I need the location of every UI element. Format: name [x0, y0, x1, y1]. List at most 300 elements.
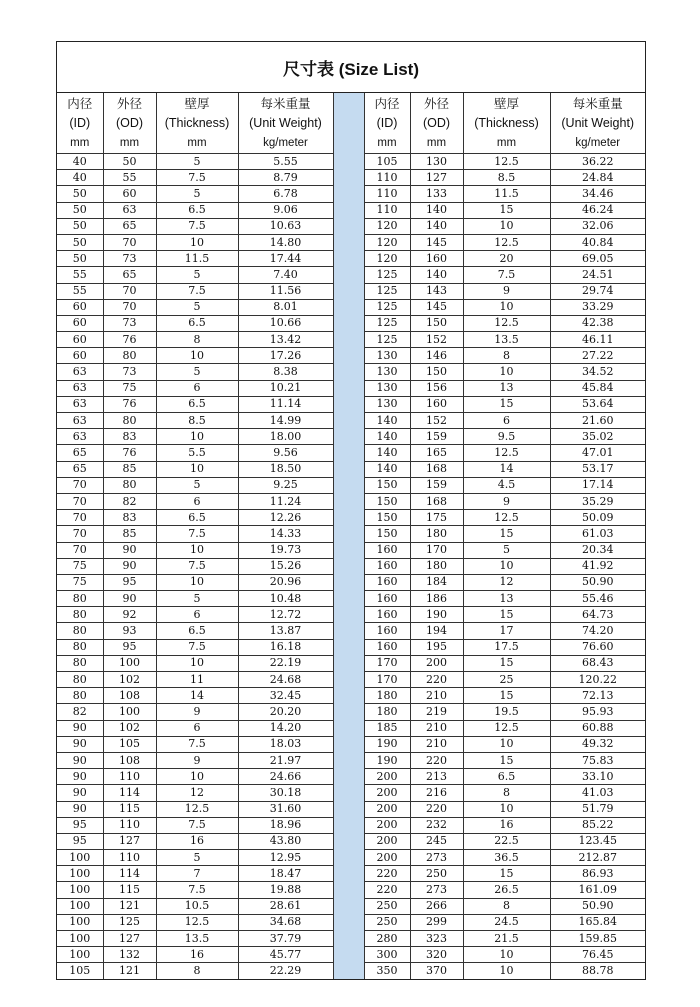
- right-header-thickness: 壁厚: [463, 93, 550, 113]
- right-cell-id: 130: [364, 380, 410, 396]
- left-cell-od: 73: [103, 364, 156, 380]
- column-separator: [333, 315, 364, 331]
- left-cell-unit-weight: 13.87: [238, 623, 333, 639]
- right-cell-id: 125: [364, 332, 410, 348]
- left-cell-od: 105: [103, 736, 156, 752]
- column-separator: [333, 574, 364, 590]
- right-cell-unit-weight: 17.14: [550, 477, 645, 493]
- right-cell-od: 216: [410, 785, 463, 801]
- column-separator: [333, 591, 364, 607]
- left-cell-od: 70: [103, 283, 156, 299]
- right-cell-id: 140: [364, 413, 410, 429]
- right-cell-thickness: 10: [463, 299, 550, 315]
- right-cell-thickness: 9: [463, 283, 550, 299]
- right-cell-od: 245: [410, 833, 463, 849]
- right-cell-unit-weight: 47.01: [550, 445, 645, 461]
- right-cell-od: 159: [410, 477, 463, 493]
- left-cell-id: 80: [57, 688, 103, 704]
- right-cell-unit-weight: 53.17: [550, 461, 645, 477]
- right-cell-id: 110: [364, 202, 410, 218]
- right-cell-od: 156: [410, 380, 463, 396]
- left-cell-id: 63: [57, 380, 103, 396]
- left-cell-od: 108: [103, 752, 156, 768]
- left-cell-id: 70: [57, 477, 103, 493]
- left-cell-od: 90: [103, 542, 156, 558]
- left-cell-od: 73: [103, 251, 156, 267]
- left-cell-thickness: 5.5: [156, 445, 238, 461]
- right-cell-od: 299: [410, 914, 463, 930]
- right-cell-od: 133: [410, 186, 463, 202]
- left-cell-id: 100: [57, 914, 103, 930]
- table-row: [57, 591, 645, 607]
- right-cell-id: 185: [364, 720, 410, 736]
- right-cell-od: 140: [410, 267, 463, 283]
- column-separator: [333, 882, 364, 898]
- right-cell-id: 200: [364, 817, 410, 833]
- right-cell-thickness: 15: [463, 202, 550, 218]
- left-cell-thickness: 6: [156, 493, 238, 509]
- column-separator: [333, 93, 364, 113]
- left-cell-id: 90: [57, 785, 103, 801]
- right-cell-od: 273: [410, 882, 463, 898]
- right-cell-thickness: 21.5: [463, 931, 550, 947]
- right-header-unit-weight: 每米重量: [550, 93, 645, 113]
- left-cell-od: 127: [103, 931, 156, 947]
- column-separator: [333, 752, 364, 768]
- right-cell-id: 160: [364, 639, 410, 655]
- right-cell-thickness: 10: [463, 736, 550, 752]
- table-row: [57, 526, 645, 542]
- left-cell-thickness: 5: [156, 186, 238, 202]
- left-cell-thickness: 7.5: [156, 218, 238, 234]
- left-cell-od: 108: [103, 688, 156, 704]
- left-header-id: (ID): [57, 113, 103, 133]
- left-cell-unit-weight: 18.96: [238, 817, 333, 833]
- right-cell-od: 219: [410, 704, 463, 720]
- right-cell-thickness: 26.5: [463, 882, 550, 898]
- right-cell-thickness: 15: [463, 396, 550, 412]
- right-cell-id: 190: [364, 752, 410, 768]
- left-cell-id: 75: [57, 574, 103, 590]
- left-cell-unit-weight: 12.26: [238, 510, 333, 526]
- table-row: [57, 202, 645, 218]
- size-table: [57, 93, 645, 979]
- right-cell-od: 140: [410, 218, 463, 234]
- table-row: [57, 963, 645, 979]
- left-header-unit-weight: (Unit Weight): [238, 113, 333, 133]
- table-row: [57, 882, 645, 898]
- left-cell-thickness: 7.5: [156, 736, 238, 752]
- left-cell-id: 100: [57, 866, 103, 882]
- right-cell-od: 220: [410, 672, 463, 688]
- right-cell-od: 127: [410, 170, 463, 186]
- right-header-od: (OD): [410, 113, 463, 133]
- left-cell-unit-weight: 19.73: [238, 542, 333, 558]
- left-cell-unit-weight: 13.42: [238, 332, 333, 348]
- right-cell-thickness: 25: [463, 672, 550, 688]
- right-cell-unit-weight: 53.64: [550, 396, 645, 412]
- left-cell-thickness: 9: [156, 752, 238, 768]
- right-cell-unit-weight: 95.93: [550, 704, 645, 720]
- right-cell-thickness: 8: [463, 898, 550, 914]
- left-cell-id: 50: [57, 202, 103, 218]
- left-cell-unit-weight: 11.56: [238, 283, 333, 299]
- left-cell-thickness: 6.5: [156, 396, 238, 412]
- left-cell-thickness: 10.5: [156, 898, 238, 914]
- right-cell-id: 105: [364, 154, 410, 170]
- left-cell-id: 55: [57, 283, 103, 299]
- right-cell-od: 194: [410, 623, 463, 639]
- right-header-od: mm: [410, 133, 463, 154]
- right-cell-thickness: 15: [463, 607, 550, 623]
- table-row: [57, 429, 645, 445]
- right-cell-od: 320: [410, 947, 463, 963]
- left-header-od: (OD): [103, 113, 156, 133]
- table-row: [57, 914, 645, 930]
- table-body: [57, 154, 645, 979]
- left-cell-od: 85: [103, 526, 156, 542]
- left-header-thickness: 壁厚: [156, 93, 238, 113]
- right-header-thickness: (Thickness): [463, 113, 550, 133]
- left-cell-thickness: 6: [156, 607, 238, 623]
- left-cell-thickness: 7: [156, 866, 238, 882]
- table-row: [57, 332, 645, 348]
- left-cell-id: 95: [57, 833, 103, 849]
- table-row: [57, 769, 645, 785]
- right-cell-unit-weight: 45.84: [550, 380, 645, 396]
- left-cell-unit-weight: 24.68: [238, 672, 333, 688]
- left-cell-thickness: 5: [156, 477, 238, 493]
- right-cell-unit-weight: 123.45: [550, 833, 645, 849]
- right-cell-thickness: 36.5: [463, 850, 550, 866]
- column-separator: [333, 234, 364, 250]
- title-text: 尺寸表 (Size List): [282, 59, 419, 79]
- right-cell-id: 120: [364, 218, 410, 234]
- left-cell-thickness: 7.5: [156, 639, 238, 655]
- right-cell-thickness: 6.5: [463, 769, 550, 785]
- right-header-unit-weight: (Unit Weight): [550, 113, 645, 133]
- right-cell-thickness: 15: [463, 655, 550, 671]
- column-separator: [333, 186, 364, 202]
- table-row: [57, 364, 645, 380]
- left-cell-id: 90: [57, 769, 103, 785]
- right-cell-unit-weight: 76.45: [550, 947, 645, 963]
- table-row: [57, 461, 645, 477]
- right-cell-od: 186: [410, 591, 463, 607]
- left-cell-thickness: 6.5: [156, 202, 238, 218]
- left-cell-unit-weight: 20.20: [238, 704, 333, 720]
- right-cell-thickness: 12: [463, 574, 550, 590]
- left-cell-unit-weight: 32.45: [238, 688, 333, 704]
- table-row: [57, 493, 645, 509]
- column-separator: [333, 769, 364, 785]
- right-cell-id: 120: [364, 251, 410, 267]
- left-cell-id: 100: [57, 882, 103, 898]
- left-cell-unit-weight: 45.77: [238, 947, 333, 963]
- left-cell-od: 76: [103, 332, 156, 348]
- right-cell-id: 125: [364, 299, 410, 315]
- left-cell-od: 90: [103, 558, 156, 574]
- table-row: [57, 283, 645, 299]
- right-cell-od: 159: [410, 429, 463, 445]
- right-cell-unit-weight: 34.52: [550, 364, 645, 380]
- left-cell-thickness: 16: [156, 833, 238, 849]
- right-cell-od: 130: [410, 154, 463, 170]
- column-separator: [333, 785, 364, 801]
- left-cell-thickness: 5: [156, 299, 238, 315]
- left-cell-od: 80: [103, 413, 156, 429]
- right-cell-od: 195: [410, 639, 463, 655]
- column-separator: [333, 299, 364, 315]
- right-cell-od: 145: [410, 234, 463, 250]
- column-separator: [333, 623, 364, 639]
- right-cell-thickness: 10: [463, 947, 550, 963]
- right-cell-unit-weight: 20.34: [550, 542, 645, 558]
- column-separator: [333, 493, 364, 509]
- left-cell-od: 114: [103, 866, 156, 882]
- right-cell-thickness: 15: [463, 688, 550, 704]
- left-cell-thickness: 10: [156, 542, 238, 558]
- left-cell-id: 90: [57, 752, 103, 768]
- right-cell-unit-weight: 61.03: [550, 526, 645, 542]
- right-cell-unit-weight: 55.46: [550, 591, 645, 607]
- right-cell-od: 370: [410, 963, 463, 979]
- left-cell-unit-weight: 34.68: [238, 914, 333, 930]
- left-cell-id: 90: [57, 801, 103, 817]
- right-cell-id: 200: [364, 785, 410, 801]
- right-cell-unit-weight: 165.84: [550, 914, 645, 930]
- right-cell-thickness: 6: [463, 413, 550, 429]
- left-cell-od: 102: [103, 720, 156, 736]
- left-cell-id: 80: [57, 623, 103, 639]
- column-separator: [333, 558, 364, 574]
- left-cell-thickness: 16: [156, 947, 238, 963]
- column-separator: [333, 477, 364, 493]
- left-cell-od: 110: [103, 769, 156, 785]
- column-separator: [333, 542, 364, 558]
- column-separator: [333, 380, 364, 396]
- left-cell-unit-weight: 14.99: [238, 413, 333, 429]
- table-row: [57, 315, 645, 331]
- table-row: [57, 396, 645, 412]
- left-cell-unit-weight: 17.44: [238, 251, 333, 267]
- column-separator: [333, 704, 364, 720]
- right-cell-id: 125: [364, 283, 410, 299]
- right-cell-id: 160: [364, 574, 410, 590]
- right-cell-thickness: 17.5: [463, 639, 550, 655]
- right-cell-od: 323: [410, 931, 463, 947]
- left-cell-unit-weight: 15.26: [238, 558, 333, 574]
- column-separator: [333, 736, 364, 752]
- left-cell-thickness: 9: [156, 704, 238, 720]
- right-header-od: 外径: [410, 93, 463, 113]
- left-header-od: 外径: [103, 93, 156, 113]
- left-cell-id: 50: [57, 251, 103, 267]
- table-row: [57, 510, 645, 526]
- table-row: [57, 186, 645, 202]
- table-row: [57, 251, 645, 267]
- right-cell-id: 130: [364, 364, 410, 380]
- right-cell-thickness: 11.5: [463, 186, 550, 202]
- left-cell-id: 90: [57, 720, 103, 736]
- column-separator: [333, 429, 364, 445]
- left-cell-od: 65: [103, 267, 156, 283]
- size-list-sheet: [56, 41, 646, 980]
- right-cell-thickness: 24.5: [463, 914, 550, 930]
- column-separator: [333, 283, 364, 299]
- column-separator: [333, 607, 364, 623]
- right-cell-id: 160: [364, 558, 410, 574]
- left-cell-od: 95: [103, 574, 156, 590]
- left-cell-id: 80: [57, 591, 103, 607]
- right-cell-unit-weight: 27.22: [550, 348, 645, 364]
- right-cell-thickness: 8: [463, 348, 550, 364]
- column-separator: [333, 720, 364, 736]
- right-cell-unit-weight: 50.90: [550, 574, 645, 590]
- right-cell-unit-weight: 69.05: [550, 251, 645, 267]
- right-cell-thickness: 15: [463, 866, 550, 882]
- right-cell-id: 110: [364, 186, 410, 202]
- left-cell-id: 70: [57, 542, 103, 558]
- right-cell-id: 170: [364, 655, 410, 671]
- table-row: [57, 720, 645, 736]
- table-row: [57, 607, 645, 623]
- left-cell-thickness: 10: [156, 769, 238, 785]
- right-cell-thickness: 5: [463, 542, 550, 558]
- column-separator: [333, 202, 364, 218]
- table-row: [57, 801, 645, 817]
- right-cell-od: 143: [410, 283, 463, 299]
- right-cell-unit-weight: 51.79: [550, 801, 645, 817]
- right-cell-unit-weight: 41.03: [550, 785, 645, 801]
- left-cell-id: 55: [57, 267, 103, 283]
- left-cell-od: 90: [103, 591, 156, 607]
- left-cell-thickness: 6.5: [156, 315, 238, 331]
- left-cell-thickness: 12.5: [156, 914, 238, 930]
- left-cell-thickness: 5: [156, 591, 238, 607]
- right-cell-unit-weight: 41.92: [550, 558, 645, 574]
- left-cell-id: 70: [57, 493, 103, 509]
- left-cell-id: 90: [57, 736, 103, 752]
- right-cell-thickness: 12.5: [463, 234, 550, 250]
- right-cell-id: 150: [364, 526, 410, 542]
- right-cell-od: 210: [410, 720, 463, 736]
- table-row: [57, 380, 645, 396]
- left-cell-unit-weight: 7.40: [238, 267, 333, 283]
- right-cell-unit-weight: 72.13: [550, 688, 645, 704]
- left-cell-thickness: 6: [156, 380, 238, 396]
- right-cell-thickness: 12.5: [463, 720, 550, 736]
- left-cell-od: 132: [103, 947, 156, 963]
- right-cell-unit-weight: 60.88: [550, 720, 645, 736]
- right-cell-id: 170: [364, 672, 410, 688]
- table-row: [57, 267, 645, 283]
- right-cell-unit-weight: 76.60: [550, 639, 645, 655]
- left-cell-unit-weight: 11.14: [238, 396, 333, 412]
- left-cell-unit-weight: 9.25: [238, 477, 333, 493]
- column-separator: [333, 461, 364, 477]
- right-cell-unit-weight: 32.06: [550, 218, 645, 234]
- left-cell-unit-weight: 18.50: [238, 461, 333, 477]
- right-cell-od: 210: [410, 688, 463, 704]
- right-cell-unit-weight: 46.11: [550, 332, 645, 348]
- left-cell-unit-weight: 24.66: [238, 769, 333, 785]
- left-cell-od: 80: [103, 477, 156, 493]
- right-cell-id: 350: [364, 963, 410, 979]
- left-cell-od: 102: [103, 672, 156, 688]
- left-cell-unit-weight: 14.33: [238, 526, 333, 542]
- table-row: [57, 299, 645, 315]
- header-row: [57, 93, 645, 113]
- left-cell-id: 100: [57, 850, 103, 866]
- right-cell-od: 160: [410, 251, 463, 267]
- left-cell-od: 82: [103, 493, 156, 509]
- right-cell-thickness: 13.5: [463, 332, 550, 348]
- right-cell-unit-weight: 42.38: [550, 315, 645, 331]
- left-cell-id: 80: [57, 607, 103, 623]
- right-cell-od: 165: [410, 445, 463, 461]
- right-cell-unit-weight: 40.84: [550, 234, 645, 250]
- left-cell-od: 83: [103, 429, 156, 445]
- right-cell-thickness: 8: [463, 785, 550, 801]
- right-cell-thickness: 10: [463, 963, 550, 979]
- left-header-id: mm: [57, 133, 103, 154]
- right-cell-id: 300: [364, 947, 410, 963]
- left-cell-id: 50: [57, 186, 103, 202]
- right-cell-id: 125: [364, 315, 410, 331]
- column-separator: [333, 170, 364, 186]
- column-separator: [333, 251, 364, 267]
- right-cell-thickness: 12.5: [463, 510, 550, 526]
- right-cell-thickness: 15: [463, 526, 550, 542]
- left-cell-od: 85: [103, 461, 156, 477]
- column-separator: [333, 348, 364, 364]
- right-cell-unit-weight: 35.02: [550, 429, 645, 445]
- right-cell-od: 146: [410, 348, 463, 364]
- right-cell-unit-weight: 33.10: [550, 769, 645, 785]
- right-header-thickness: mm: [463, 133, 550, 154]
- left-cell-thickness: 11.5: [156, 251, 238, 267]
- column-separator: [333, 801, 364, 817]
- left-cell-unit-weight: 43.80: [238, 833, 333, 849]
- left-cell-id: 63: [57, 429, 103, 445]
- left-cell-id: 80: [57, 655, 103, 671]
- left-cell-id: 63: [57, 396, 103, 412]
- right-cell-id: 160: [364, 607, 410, 623]
- left-cell-od: 115: [103, 882, 156, 898]
- left-cell-thickness: 7.5: [156, 817, 238, 833]
- column-separator: [333, 850, 364, 866]
- right-cell-id: 200: [364, 850, 410, 866]
- table-row: [57, 445, 645, 461]
- column-separator: [333, 396, 364, 412]
- table-row: [57, 898, 645, 914]
- left-cell-od: 76: [103, 445, 156, 461]
- left-cell-id: 40: [57, 170, 103, 186]
- right-cell-unit-weight: 50.09: [550, 510, 645, 526]
- column-separator: [333, 898, 364, 914]
- left-cell-id: 50: [57, 218, 103, 234]
- right-cell-od: 220: [410, 752, 463, 768]
- left-cell-unit-weight: 9.06: [238, 202, 333, 218]
- table-row: [57, 947, 645, 963]
- left-cell-id: 82: [57, 704, 103, 720]
- right-cell-od: 160: [410, 396, 463, 412]
- right-cell-id: 120: [364, 234, 410, 250]
- table-row: [57, 672, 645, 688]
- left-cell-id: 70: [57, 510, 103, 526]
- right-header-unit-weight: kg/meter: [550, 133, 645, 154]
